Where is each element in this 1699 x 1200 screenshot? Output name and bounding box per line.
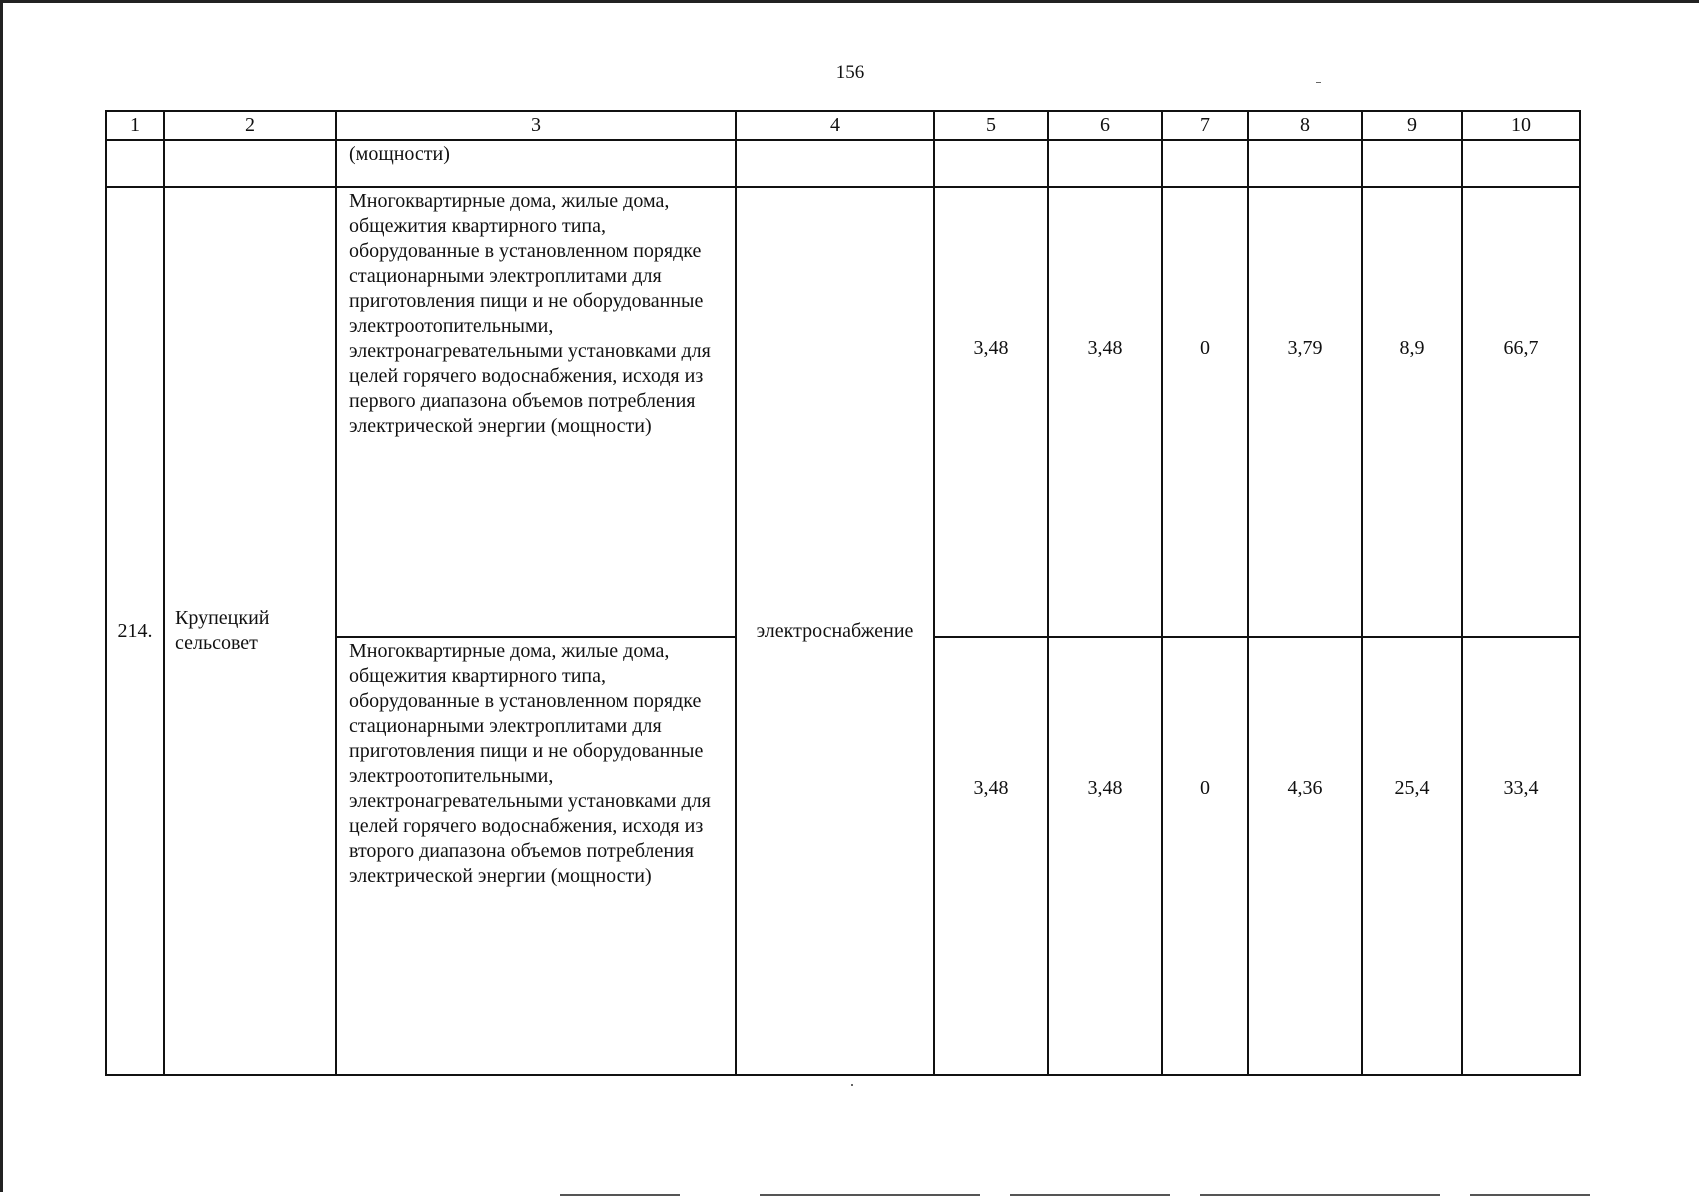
header-col-8: 8 — [1248, 111, 1362, 140]
table-cell — [1462, 140, 1580, 187]
scan-border-left — [0, 0, 3, 1200]
value-col-5: 3,48 — [934, 187, 1048, 637]
table-header-row — [106, 111, 1580, 140]
table-cell — [164, 140, 336, 187]
header-col-3: 3 — [336, 111, 736, 140]
value-col-10: 33,4 — [1462, 637, 1580, 1075]
continuation-description: (мощности) — [336, 140, 736, 187]
tariff-table — [105, 110, 1581, 1076]
value-col-6: 3,48 — [1048, 187, 1162, 637]
page-number: 156 — [835, 62, 865, 83]
header-col-6: 6 — [1048, 111, 1162, 140]
settlement-name: Крупецкий сельсовет — [164, 187, 336, 1075]
header-col-4: 4 — [736, 111, 934, 140]
header-col-5: 5 — [934, 111, 1048, 140]
header-col-7: 7 — [1162, 111, 1248, 140]
value-col-10: 66,7 — [1462, 187, 1580, 637]
scan-border-bottom — [0, 1192, 1699, 1200]
consumer-category-description: Многоквартирные дома, жилые дома, общежития квартирного типа, оборудованные в установленном порядке стационарными электроплитами для приготовления пищи и не оборудованные электроотопительными, электронагревательными установками для целей горячего водоснабжения, исходя из второго диапазона объемов потребления электрической энергии (мощности) — [336, 637, 736, 1075]
header-col-10: 10 — [1462, 111, 1580, 140]
value-col-8: 3,79 — [1248, 187, 1362, 637]
table-cell — [736, 140, 934, 187]
header-col-9: 9 — [1362, 111, 1462, 140]
table-cell — [1362, 140, 1462, 187]
table-cell — [106, 140, 164, 187]
scan-border-top — [0, 0, 1699, 3]
table-cell — [1248, 140, 1362, 187]
scan-speck — [851, 1084, 853, 1086]
consumer-category-description: Многоквартирные дома, жилые дома, общежития квартирного типа, оборудованные в установленном порядке стационарными электроплитами для приготовления пищи и не оборудованные электроотопительными, электронагревательными установками для целей горячего водоснабжения, исходя из первого диапазона объемов потребления электрической энергии (мощности) — [336, 187, 736, 637]
value-col-9: 25,4 — [1362, 637, 1462, 1075]
value-col-9: 8,9 — [1362, 187, 1462, 637]
row-number: 214. — [106, 187, 164, 1075]
continuation-row — [106, 140, 1580, 187]
header-col-1: 1 — [106, 111, 164, 140]
value-col-5: 3,48 — [934, 637, 1048, 1075]
value-col-7: 0 — [1162, 637, 1248, 1075]
table-cell — [934, 140, 1048, 187]
value-col-6: 3,48 — [1048, 637, 1162, 1075]
value-col-7: 0 — [1162, 187, 1248, 637]
header-col-2: 2 — [164, 111, 336, 140]
scan-speck — [1316, 82, 1321, 83]
value-col-8: 4,36 — [1248, 637, 1362, 1075]
table-row — [106, 187, 1580, 637]
utility-service: электроснабжение — [736, 187, 934, 1075]
table-cell — [1162, 140, 1248, 187]
table-cell — [1048, 140, 1162, 187]
